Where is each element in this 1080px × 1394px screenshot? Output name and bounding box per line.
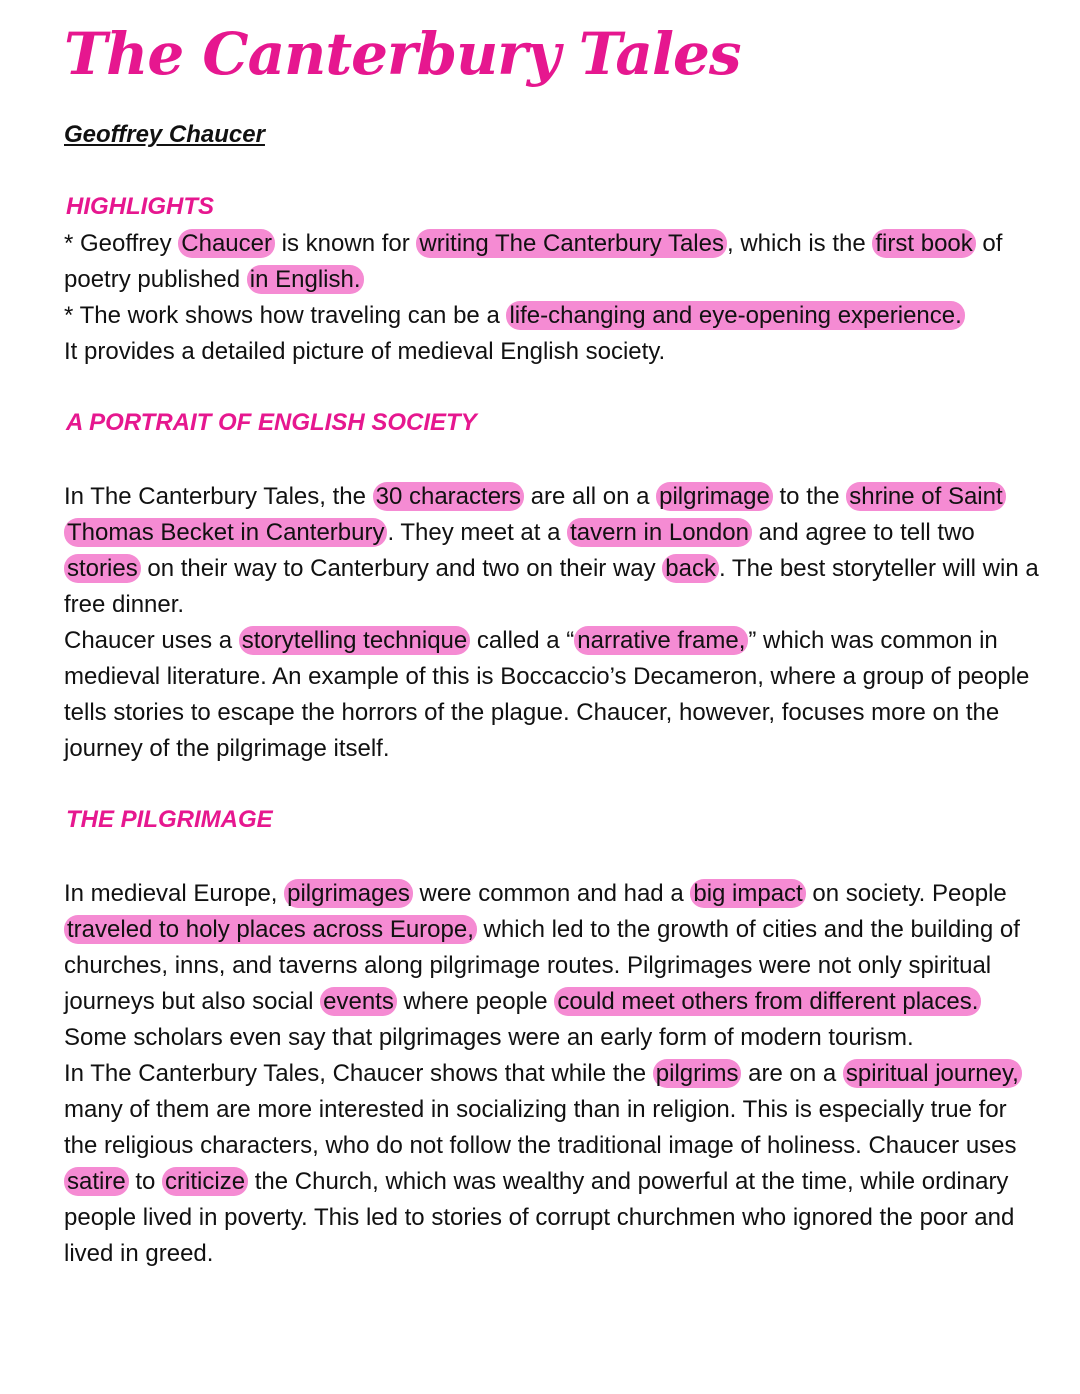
text-run: are on a <box>741 1060 843 1087</box>
section-heading-highlights: HIGHLIGHTS <box>66 193 214 220</box>
paragraph <box>64 623 1039 767</box>
highlighted-text: tavern in London <box>567 518 752 547</box>
paragraph <box>64 876 1039 1056</box>
highlighted-text: first book <box>872 229 975 258</box>
author-name: Geoffrey Chaucer <box>64 121 265 148</box>
text-run: Some scholars even say that pilgrimages were an early form of modern tourism. <box>64 1024 914 1051</box>
text-run: were common and had a <box>412 880 691 907</box>
highlighted-text: stories <box>64 554 141 583</box>
highlighted-text: could meet others from different places. <box>554 987 981 1016</box>
highlighted-text: back <box>662 554 719 583</box>
highlighted-text: pilgrimage <box>656 482 773 511</box>
paragraph <box>64 334 1039 370</box>
text-run: the Church, which was wealthy and powerful at the time, while ordinary people lived in poverty. This led to stories of corrupt churchmen who ignored the poor and lived in greed. <box>64 1168 1015 1267</box>
text-run: * Geoffrey <box>64 230 179 257</box>
text-run: It provides a detailed picture of medieval English society. <box>64 338 666 365</box>
paragraph <box>64 479 1039 623</box>
highlighted-text: writing The Canterbury Tales <box>416 229 727 258</box>
section-heading-portrait: A PORTRAIT OF ENGLISH SOCIETY <box>66 409 477 436</box>
highlighted-text: pilgrimages <box>284 879 413 908</box>
highlighted-text: life-changing and eye-opening experience. <box>506 301 964 330</box>
highlighted-text: events <box>320 987 397 1016</box>
section-body-portrait <box>64 479 1039 767</box>
text-run: called a “ <box>470 627 575 654</box>
text-run: . The best storyteller will win a free dinner. <box>64 555 1039 618</box>
text-run: . They meet at a <box>387 519 568 546</box>
highlighted-text: storytelling technique <box>239 626 470 655</box>
section-body-pilgrimage <box>64 876 1039 1272</box>
text-run: ” which was common in medieval literature. An example of this is Boccaccio’s Decameron, where a group of people tells stories to escape the horrors of the plague. Chaucer, however, focuses more on the journey of the pilgrimage itself. <box>64 627 1030 762</box>
section-body-highlights <box>64 226 1039 370</box>
text-run: to <box>128 1168 163 1195</box>
highlighted-text: shrine of Saint Thomas Becket in Canterbury <box>64 482 1006 547</box>
text-run: on society. People <box>805 880 1007 907</box>
text-run: * The work shows how traveling can be a <box>64 302 507 329</box>
document-title: The Canterbury Tales <box>64 20 741 88</box>
highlighted-text: 30 characters <box>373 482 524 511</box>
paragraph <box>64 226 1039 298</box>
highlighted-text: spiritual journey, <box>843 1059 1022 1088</box>
highlighted-text: satire <box>64 1167 129 1196</box>
text-run: , which is the <box>726 230 873 257</box>
section-heading-pilgrimage: THE PILGRIMAGE <box>66 806 273 833</box>
text-run: In The Canterbury Tales, the <box>64 483 373 510</box>
text-run: many of them are more interested in socializing than in religion. This is especially true for the religious characters, who do not follow the traditional image of holiness. Chaucer uses <box>64 1096 1017 1159</box>
text-run: on their way to Canterbury and two on their way <box>140 555 663 582</box>
text-run: which led to the growth of cities and the building of churches, inns, and taverns along pilgrimage routes. Pilgrimages were not only spiritual journeys but also social <box>64 916 1020 1015</box>
text-run: In medieval Europe, <box>64 880 285 907</box>
text-run: In The Canterbury Tales, Chaucer shows that while the <box>64 1060 653 1087</box>
text-run: Chaucer uses a <box>64 627 239 654</box>
text-run: and agree to tell two <box>751 519 975 546</box>
text-run: of poetry published <box>64 230 1003 293</box>
highlighted-text: pilgrims <box>653 1059 742 1088</box>
text-run: to the <box>772 483 847 510</box>
text-run: are all on a <box>524 483 657 510</box>
paragraph <box>64 1056 1039 1272</box>
highlighted-text: narrative frame, <box>574 626 748 655</box>
highlighted-text: big impact <box>690 879 805 908</box>
highlighted-text: traveled to holy places across Europe, <box>64 915 477 944</box>
highlighted-text: in English. <box>247 265 364 294</box>
highlighted-text: criticize <box>162 1167 248 1196</box>
text-run: is known for <box>275 230 417 257</box>
text-run: where people <box>396 988 555 1015</box>
paragraph <box>64 298 1039 334</box>
highlighted-text: Chaucer <box>178 229 275 258</box>
